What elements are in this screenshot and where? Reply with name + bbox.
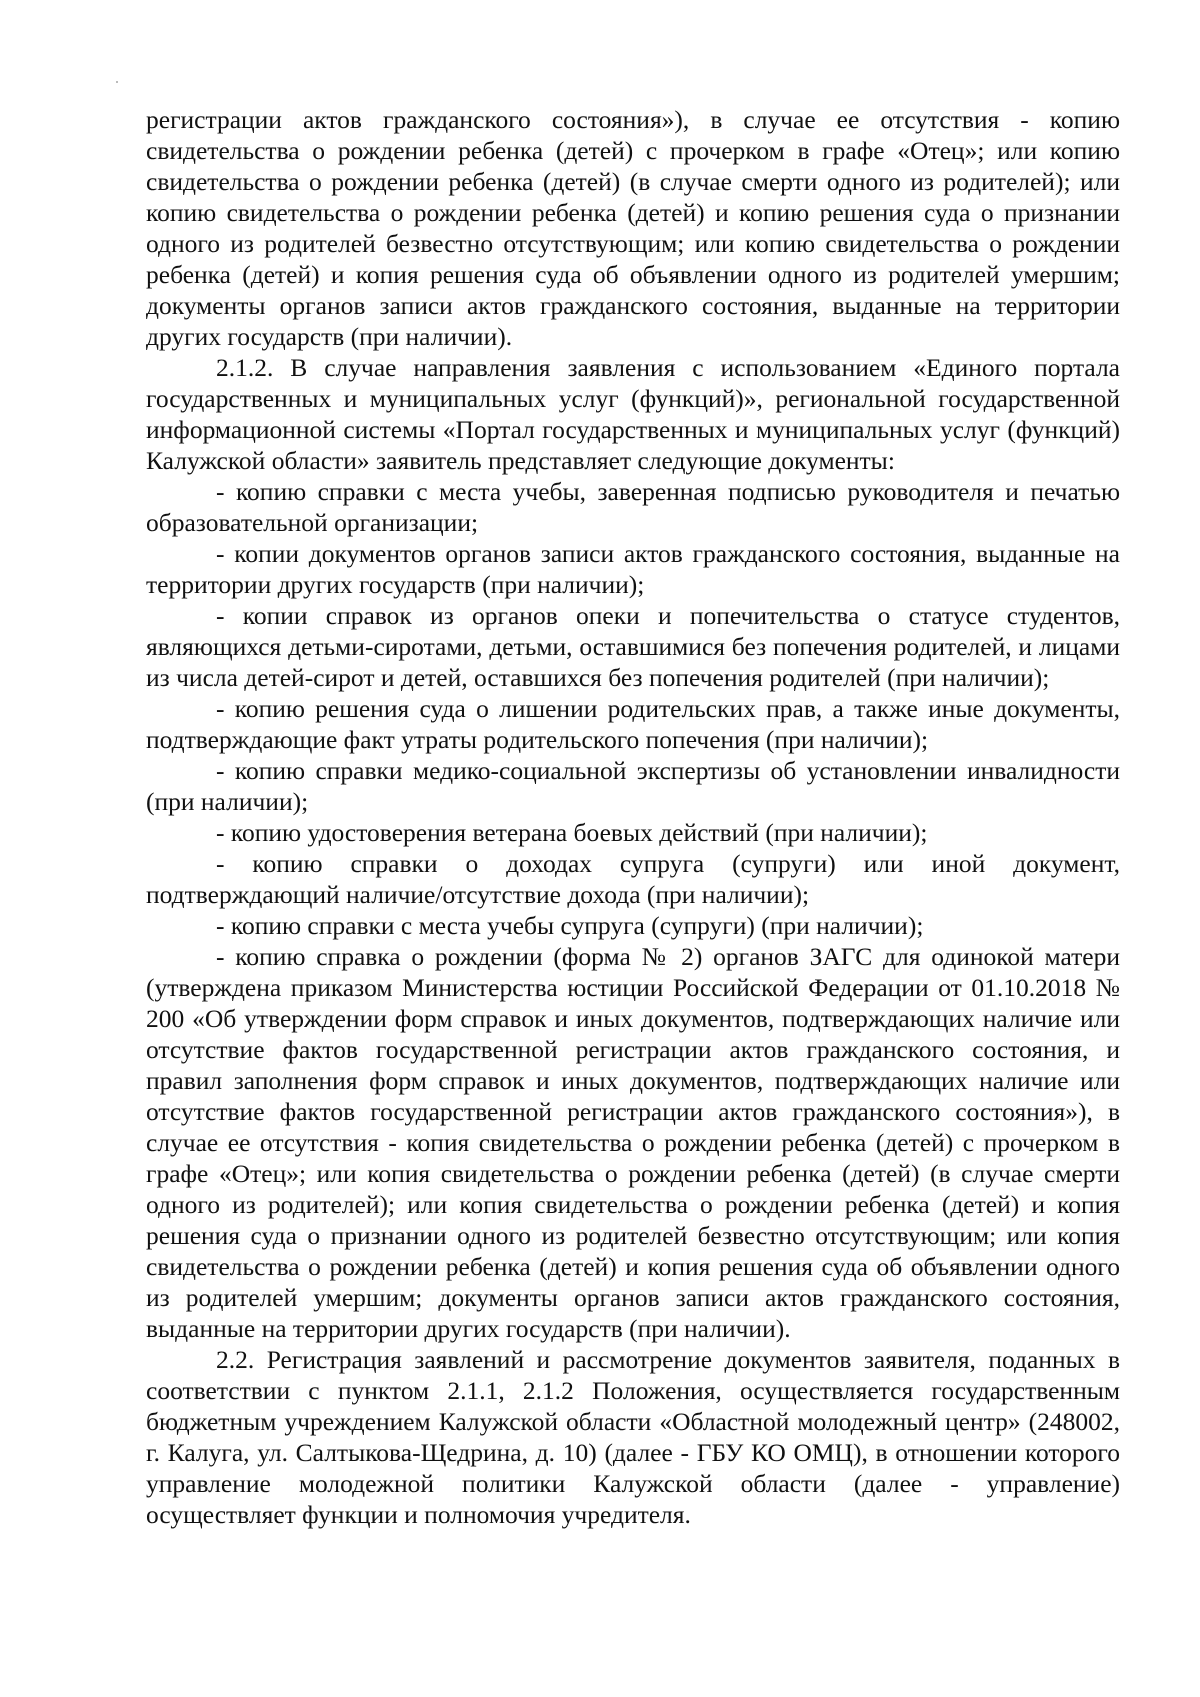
list-item-birth-certificate-form-2: - копию справка о рождении (форма № 2) органов ЗАГС для одинокой матери (утверждена приказом Министерства юстиции Российской Федерации от 01.10.2018 № 200 «Об утверждении форм справок и иных документов, подтверждающих наличие или отсутствие фактов государственной регистрации актов гражданского состояния, и правил заполнения форм справок и иных документов, подтверждающих наличие или отсутствие фактов государственной регистрации актов гражданского состояния»), в случае ее отсутствия - копия свидетельства о рождении ребенка (детей) с прочерком в графе «Отец»; или копия свидетельства о рождении ребенка (детей) (в случае смерти одного из родителей); или копия свидетельства о рождении ребенка (детей) и копия решения суда о признании одного из родителей безвестно отсутствующим; или копия свидетельства о рождении ребенка (детей) и копия решения суда об объявлении одного из родителей умершим; документы органов записи актов гражданского состояния, выданные на территории других государств (при наличии).: [146, 942, 1120, 1343]
list-item-guardianship-certificates: - копии справок из органов опеки и попечительства о статусе студентов, являющихся детьми-сиротами, детьми, оставшимися без попечения родителей, и лицами из числа детей-сирот и детей, оставшихся без попечения родителей (при наличии);: [146, 601, 1120, 692]
list-item-disability-certificate: - копию справки медико-социальной экспертизы об установлении инвалидности (при наличии);: [146, 756, 1120, 816]
list-item-study-certificate: - копию справки с места учебы, заверенная подписью руководителя и печатью образовательной организации;: [146, 477, 1120, 537]
list-item-foreign-civil-documents: - копии документов органов записи актов гражданского состояния, выданные на территории других государств (при наличии);: [146, 539, 1120, 599]
paragraph-2-1-2: 2.1.2. В случае направления заявления с использованием «Единого портала государственных и муниципальных услуг (функций)», региональной государственной информационной системы «Портал государственных и муниципальных услуг (функций) Калужской области» заявитель представляет следующие документы:: [146, 353, 1120, 475]
list-item-spouse-study: - копию справки с места учебы супруга (супруги) (при наличии);: [216, 911, 924, 940]
paragraph-2-2: 2.2. Регистрация заявлений и рассмотрение документов заявителя, поданных в соответствии с пунктом 2.1.1, 2.1.2 Положения, осуществляется государственным бюджетным учреждением Калужской области «Областной молодежный центр» (248002, г. Калуга, ул. Салтыкова-Щедрина, д. 10) (далее - ГБУ КО ОМЦ), в отношении которого управление молодежной политики Калужской области (далее - управление) осуществляет функции и полномочия учредителя.: [146, 1345, 1120, 1529]
list-item-court-decision: - копию решения суда о лишении родительских прав, а также иные документы, подтверждающие факт утраты родительского попечения (при наличии);: [146, 694, 1120, 754]
document-body: [146, 104, 1120, 1530]
list-item-spouse-income: - копию справки о доходах супруга (супруги) или иной документ, подтверждающий наличие/отсутствие дохода (при наличии);: [146, 849, 1120, 909]
paragraph-continuation: регистрации актов гражданского состояния»), в случае ее отсутствия - копию свидетельства о рождении ребенка (детей) с прочерком в графе «Отец»; или копию свидетельства о рождении ребенка (детей) (в случае смерти одного из родителей); или копию свидетельства о рождении ребенка (детей) и копию решения суда о признании одного из родителей безвестно отсутствующим; или копию свидетельства о рождении ребенка (детей) и копия решения суда об объявлении одного из родителей умершим; документы органов записи актов гражданского состояния, выданные на территории других государств (при наличии).: [146, 105, 1120, 351]
list-item-veteran-certificate: - копию удостоверения ветерана боевых действий (при наличии);: [216, 818, 928, 847]
scan-speck: [116, 81, 118, 83]
